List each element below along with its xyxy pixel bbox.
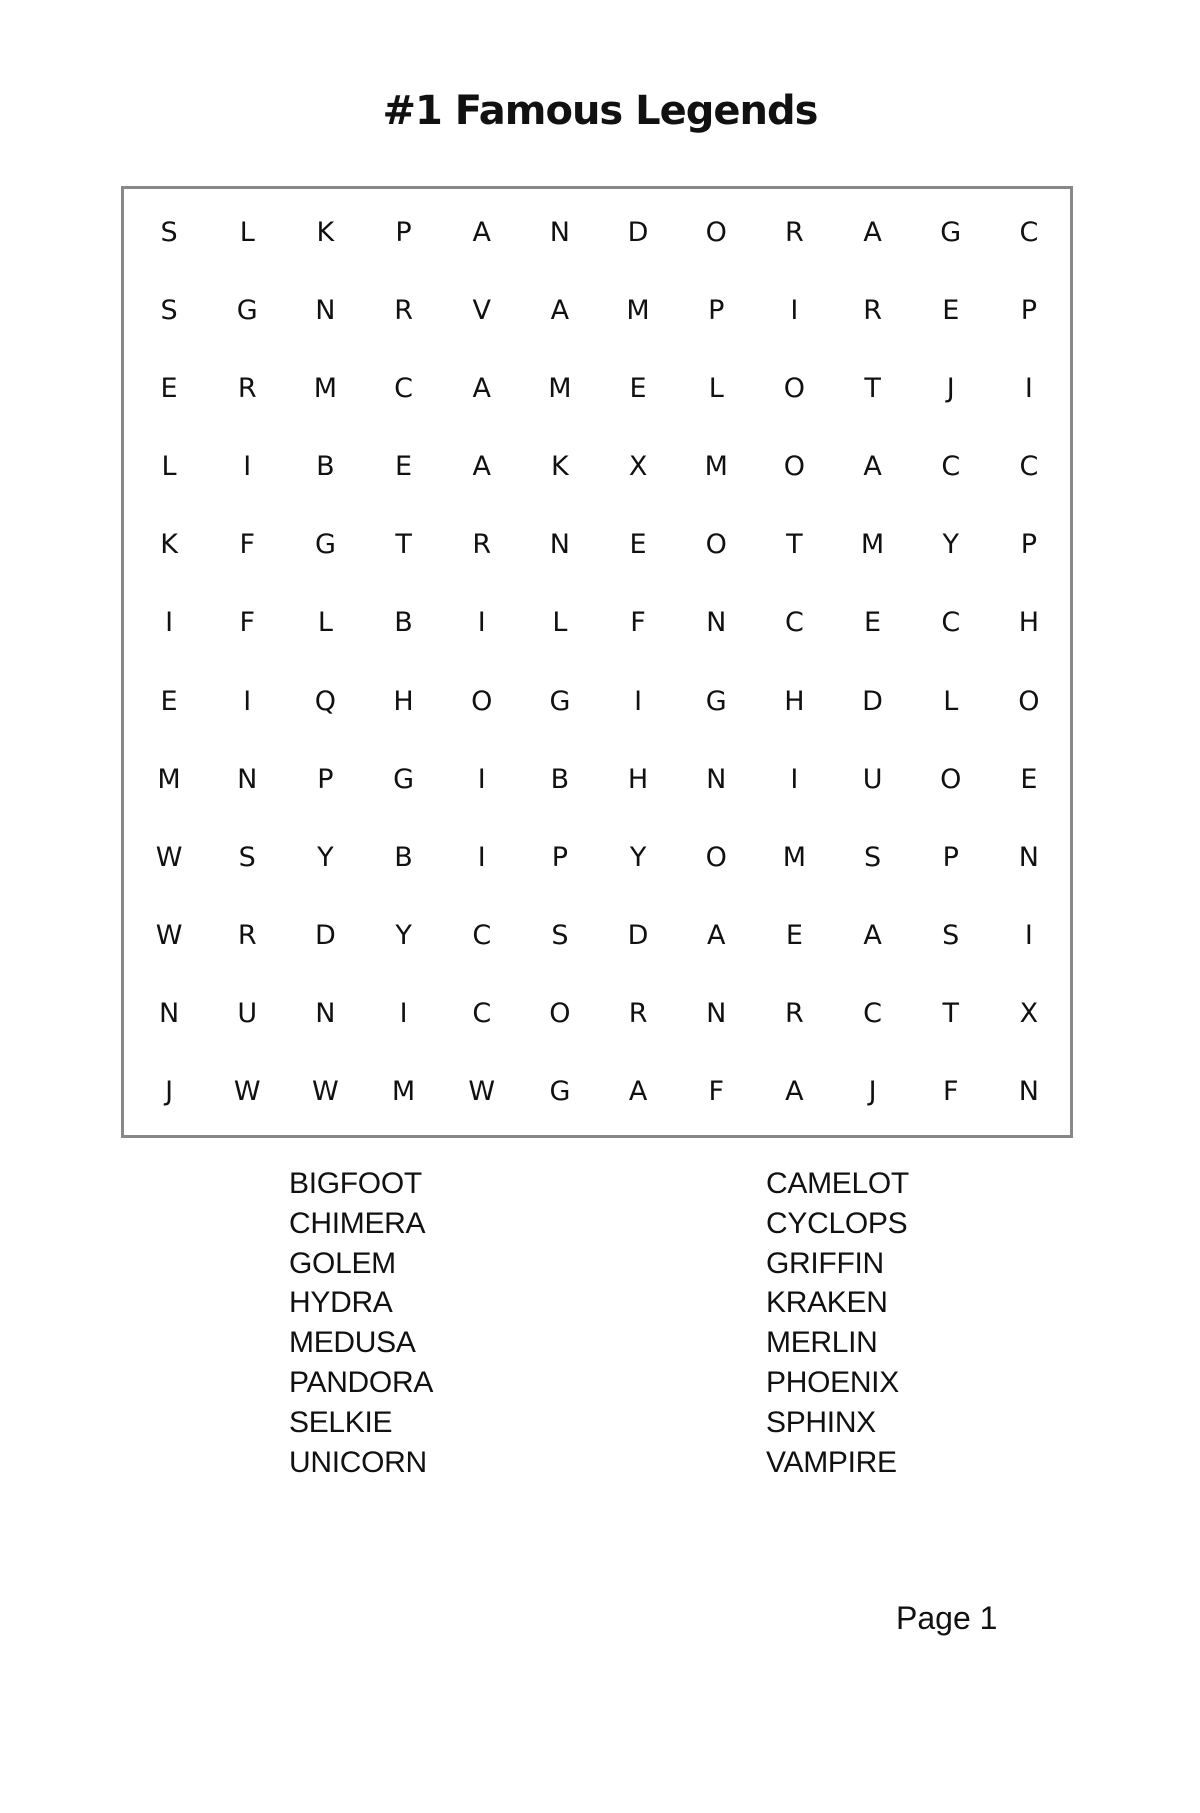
grid-cell-r3-c10: T: [864, 372, 881, 404]
word-list-item: HYDRA: [289, 1286, 393, 1320]
grid-cell-r5-c1: K: [160, 529, 178, 561]
grid-cell-r5-c5: R: [472, 529, 492, 561]
grid-cell-r8-c8: N: [706, 763, 727, 795]
grid-cell-r12-c5: W: [468, 1076, 496, 1108]
word-list-left-column: [289, 1164, 589, 1482]
grid-cell-r5-c4: T: [395, 529, 412, 561]
grid-cell-r11-c4: I: [399, 998, 408, 1030]
grid-cell-r6-c8: N: [706, 607, 727, 639]
grid-cell-r10-c1: W: [155, 920, 183, 952]
grid-cell-r5-c9: T: [786, 529, 803, 561]
grid-cell-r9-c12: N: [1018, 841, 1039, 873]
grid-cell-r4-c2: I: [243, 451, 252, 483]
grid-cell-r2-c10: R: [863, 294, 882, 326]
grid-cell-r1-c2: L: [239, 216, 255, 248]
grid-cell-r7-c3: Q: [314, 685, 337, 717]
grid-cell-r8-c5: I: [477, 763, 486, 795]
word-search-grid: [121, 186, 1073, 1138]
grid-cell-r3-c6: M: [548, 372, 572, 404]
grid-cell-r10-c4: Y: [395, 920, 412, 952]
grid-cell-r11-c11: T: [942, 998, 959, 1030]
grid-cell-r1-c8: O: [705, 216, 727, 248]
grid-cell-r9-c1: W: [155, 841, 183, 873]
grid-cell-r6-c1: I: [165, 607, 174, 639]
grid-cell-r10-c9: E: [785, 920, 803, 952]
grid-cell-r4-c11: C: [941, 451, 961, 483]
grid-cell-r4-c10: A: [863, 451, 882, 483]
grid-cell-r1-c6: N: [549, 216, 570, 248]
grid-cell-r9-c8: O: [705, 841, 727, 873]
grid-cell-r9-c2: S: [238, 841, 256, 873]
grid-cell-r6-c10: E: [864, 607, 882, 639]
word-list-item: SELKIE: [289, 1405, 393, 1439]
grid-cell-r8-c9: I: [790, 763, 799, 795]
grid-cell-r6-c12: H: [1018, 607, 1040, 639]
word-list-item: SPHINX: [766, 1405, 876, 1439]
grid-cell-r4-c8: M: [704, 451, 728, 483]
grid-cell-r5-c7: E: [629, 529, 647, 561]
grid-cell-r9-c10: S: [864, 841, 882, 873]
grid-cell-r5-c12: P: [1020, 529, 1038, 561]
word-list-item: VAMPIRE: [766, 1445, 897, 1479]
grid-cell-r4-c9: O: [783, 451, 806, 483]
grid-cell-r8-c10: U: [862, 763, 883, 795]
word-list-item: CHIMERA: [289, 1206, 426, 1240]
grid-cell-r5-c8: O: [705, 529, 727, 561]
word-list-item: UNICORN: [289, 1445, 427, 1479]
grid-cell-r8-c11: O: [940, 763, 962, 795]
word-list-item: MERLIN: [766, 1326, 878, 1360]
grid-cell-r12-c7: A: [628, 1076, 648, 1108]
grid-cell-r6-c5: I: [477, 607, 486, 639]
grid-cell-r8-c12: E: [1020, 763, 1038, 795]
grid-cell-r7-c1: E: [160, 685, 178, 717]
grid-cell-r4-c5: A: [472, 451, 491, 483]
grid-cell-r5-c6: N: [549, 529, 570, 561]
grid-cell-r8-c2: N: [237, 763, 258, 795]
grid-cell-r11-c6: O: [549, 998, 571, 1030]
grid-cell-r11-c3: N: [315, 998, 336, 1030]
grid-cell-r1-c9: R: [785, 216, 804, 248]
grid-cell-r7-c10: D: [862, 685, 883, 717]
word-list-item: CYCLOPS: [766, 1206, 908, 1240]
word-list-item: BIGFOOT: [289, 1167, 422, 1200]
grid-cell-r12-c6: G: [549, 1076, 571, 1108]
grid-cell-r3-c5: A: [472, 372, 491, 404]
grid-cell-r3-c11: J: [946, 372, 955, 404]
grid-cell-r3-c1: E: [160, 372, 178, 404]
grid-cell-r1-c12: C: [1019, 216, 1039, 248]
word-list-item: CAMELOT: [766, 1167, 909, 1200]
grid-cell-r1-c11: G: [940, 216, 962, 248]
grid-cell-r1-c4: P: [395, 216, 412, 248]
grid-cell-r10-c3: D: [315, 920, 336, 952]
grid-cell-r5-c11: Y: [942, 529, 959, 561]
word-list-item: PANDORA: [289, 1365, 434, 1399]
grid-cell-r7-c8: G: [705, 685, 727, 717]
grid-cell-r8-c7: H: [627, 763, 649, 795]
grid-cell-r12-c12: N: [1018, 1076, 1039, 1108]
grid-cell-r7-c11: L: [943, 685, 959, 717]
grid-cell-r3-c2: R: [237, 372, 257, 404]
grid-cell-r11-c1: N: [158, 998, 180, 1030]
grid-cell-r6-c3: L: [317, 607, 333, 639]
grid-cell-r2-c12: P: [1020, 294, 1038, 326]
grid-cell-r1-c5: A: [472, 216, 491, 248]
grid-cell-r3-c4: C: [394, 372, 413, 404]
grid-cell-r9-c7: Y: [629, 841, 647, 873]
grid-cell-r11-c5: C: [472, 998, 492, 1030]
word-list-item: MEDUSA: [289, 1326, 416, 1360]
grid-cell-r6-c2: F: [239, 607, 255, 639]
word-list-item: KRAKEN: [766, 1286, 888, 1320]
grid-cell-r5-c10: M: [860, 529, 885, 561]
grid-cell-r11-c10: C: [863, 998, 882, 1030]
grid-cell-r9-c6: P: [551, 841, 569, 873]
grid-cell-r3-c3: M: [313, 372, 338, 404]
grid-cell-r9-c3: Y: [317, 841, 334, 873]
grid-cell-r4-c1: L: [161, 451, 177, 483]
grid-cell-r7-c7: I: [634, 685, 643, 717]
grid-cell-r8-c4: G: [393, 763, 415, 795]
grid-cell-r7-c6: G: [549, 685, 571, 717]
grid-cell-r11-c8: N: [706, 998, 727, 1030]
grid-cell-r4-c3: B: [316, 451, 335, 483]
grid-cell-r2-c7: M: [626, 294, 650, 326]
word-list-item: GRIFFIN: [766, 1246, 884, 1280]
grid-cell-r9-c11: P: [942, 841, 959, 873]
grid-cell-r2-c9: I: [790, 294, 799, 326]
grid-cell-r2-c2: G: [236, 294, 258, 326]
grid-cell-r3-c12: I: [1024, 372, 1033, 404]
grid-cell-r2-c6: A: [550, 294, 570, 326]
word-list-item: PHOENIX: [766, 1365, 899, 1399]
grid-cell-r8-c6: B: [550, 763, 570, 795]
grid-cell-r12-c9: A: [785, 1076, 804, 1108]
grid-cell-r10-c8: A: [707, 920, 726, 952]
grid-cell-r7-c2: I: [243, 685, 252, 717]
grid-cell-r10-c2: R: [237, 920, 257, 952]
grid-cell-r9-c4: B: [394, 841, 413, 873]
word-list-right-column: [766, 1164, 1066, 1482]
grid-cell-r10-c6: S: [551, 920, 569, 952]
grid-cell-r4-c12: C: [1019, 451, 1039, 483]
grid-cell-r6-c6: L: [552, 607, 568, 639]
grid-cell-r10-c7: D: [627, 920, 649, 952]
grid-cell-r3-c8: L: [708, 372, 724, 404]
grid-cell-r2-c1: S: [160, 294, 178, 326]
page-title: #1 Famous Legends: [382, 88, 818, 134]
grid-cell-r10-c11: S: [942, 920, 960, 952]
grid-cell-r2-c3: N: [315, 294, 336, 326]
grid-cell-r3-c9: O: [783, 372, 806, 404]
grid-cell-r7-c9: H: [784, 685, 805, 717]
grid-cell-r8-c1: M: [157, 763, 181, 795]
word-list-item: GOLEM: [289, 1246, 396, 1280]
grid-cell-r12-c3: W: [312, 1076, 339, 1108]
grid-cell-r2-c8: P: [708, 294, 725, 326]
grid-cell-r10-c10: A: [863, 920, 882, 952]
grid-cell-r4-c6: K: [551, 451, 569, 483]
grid-cell-r12-c11: F: [942, 1076, 959, 1108]
grid-cell-r8-c3: P: [317, 763, 334, 795]
grid-cell-r11-c9: R: [785, 998, 804, 1030]
grid-cell-r11-c2: U: [237, 998, 258, 1030]
grid-cell-r12-c4: M: [391, 1076, 416, 1108]
grid-cell-r6-c9: C: [784, 607, 804, 639]
grid-cell-r11-c12: X: [1019, 998, 1039, 1030]
grid-cell-r11-c7: R: [628, 998, 648, 1030]
grid-cell-r12-c2: W: [233, 1076, 261, 1108]
grid-cell-r5-c2: F: [239, 529, 255, 561]
grid-cell-r3-c7: E: [629, 372, 647, 404]
grid-cell-r12-c8: F: [708, 1076, 724, 1108]
grid-cell-r10-c5: C: [472, 920, 492, 952]
grid-cell-r4-c4: E: [395, 451, 413, 483]
grid-cell-r9-c5: I: [477, 841, 486, 873]
grid-cell-r12-c10: J: [868, 1076, 877, 1108]
grid-cell-r7-c5: O: [471, 685, 493, 717]
grid-cell-r4-c7: X: [628, 451, 648, 483]
grid-cell-r2-c11: E: [942, 294, 960, 326]
grid-cell-r2-c4: R: [394, 294, 413, 326]
page-number: Page 1: [896, 1600, 998, 1636]
grid-cell-r2-c5: V: [472, 294, 491, 326]
grid-cell-r7-c12: O: [1018, 685, 1040, 717]
grid-cell-r6-c4: B: [394, 607, 413, 639]
grid-cell-r9-c9: M: [782, 841, 807, 873]
grid-cell-r7-c4: H: [393, 685, 414, 717]
grid-cell-r12-c1: J: [165, 1076, 174, 1108]
grid-cell-r10-c12: I: [1024, 920, 1033, 952]
grid-cell-r1-c10: A: [863, 216, 882, 248]
grid-cell-r1-c7: D: [627, 216, 649, 248]
grid-cell-r5-c3: G: [314, 529, 336, 561]
grid-cell-r1-c3: K: [316, 216, 335, 248]
grid-cell-r1-c1: S: [160, 216, 178, 248]
grid-cell-r6-c7: F: [630, 607, 646, 639]
grid-cell-r6-c11: C: [941, 607, 961, 639]
